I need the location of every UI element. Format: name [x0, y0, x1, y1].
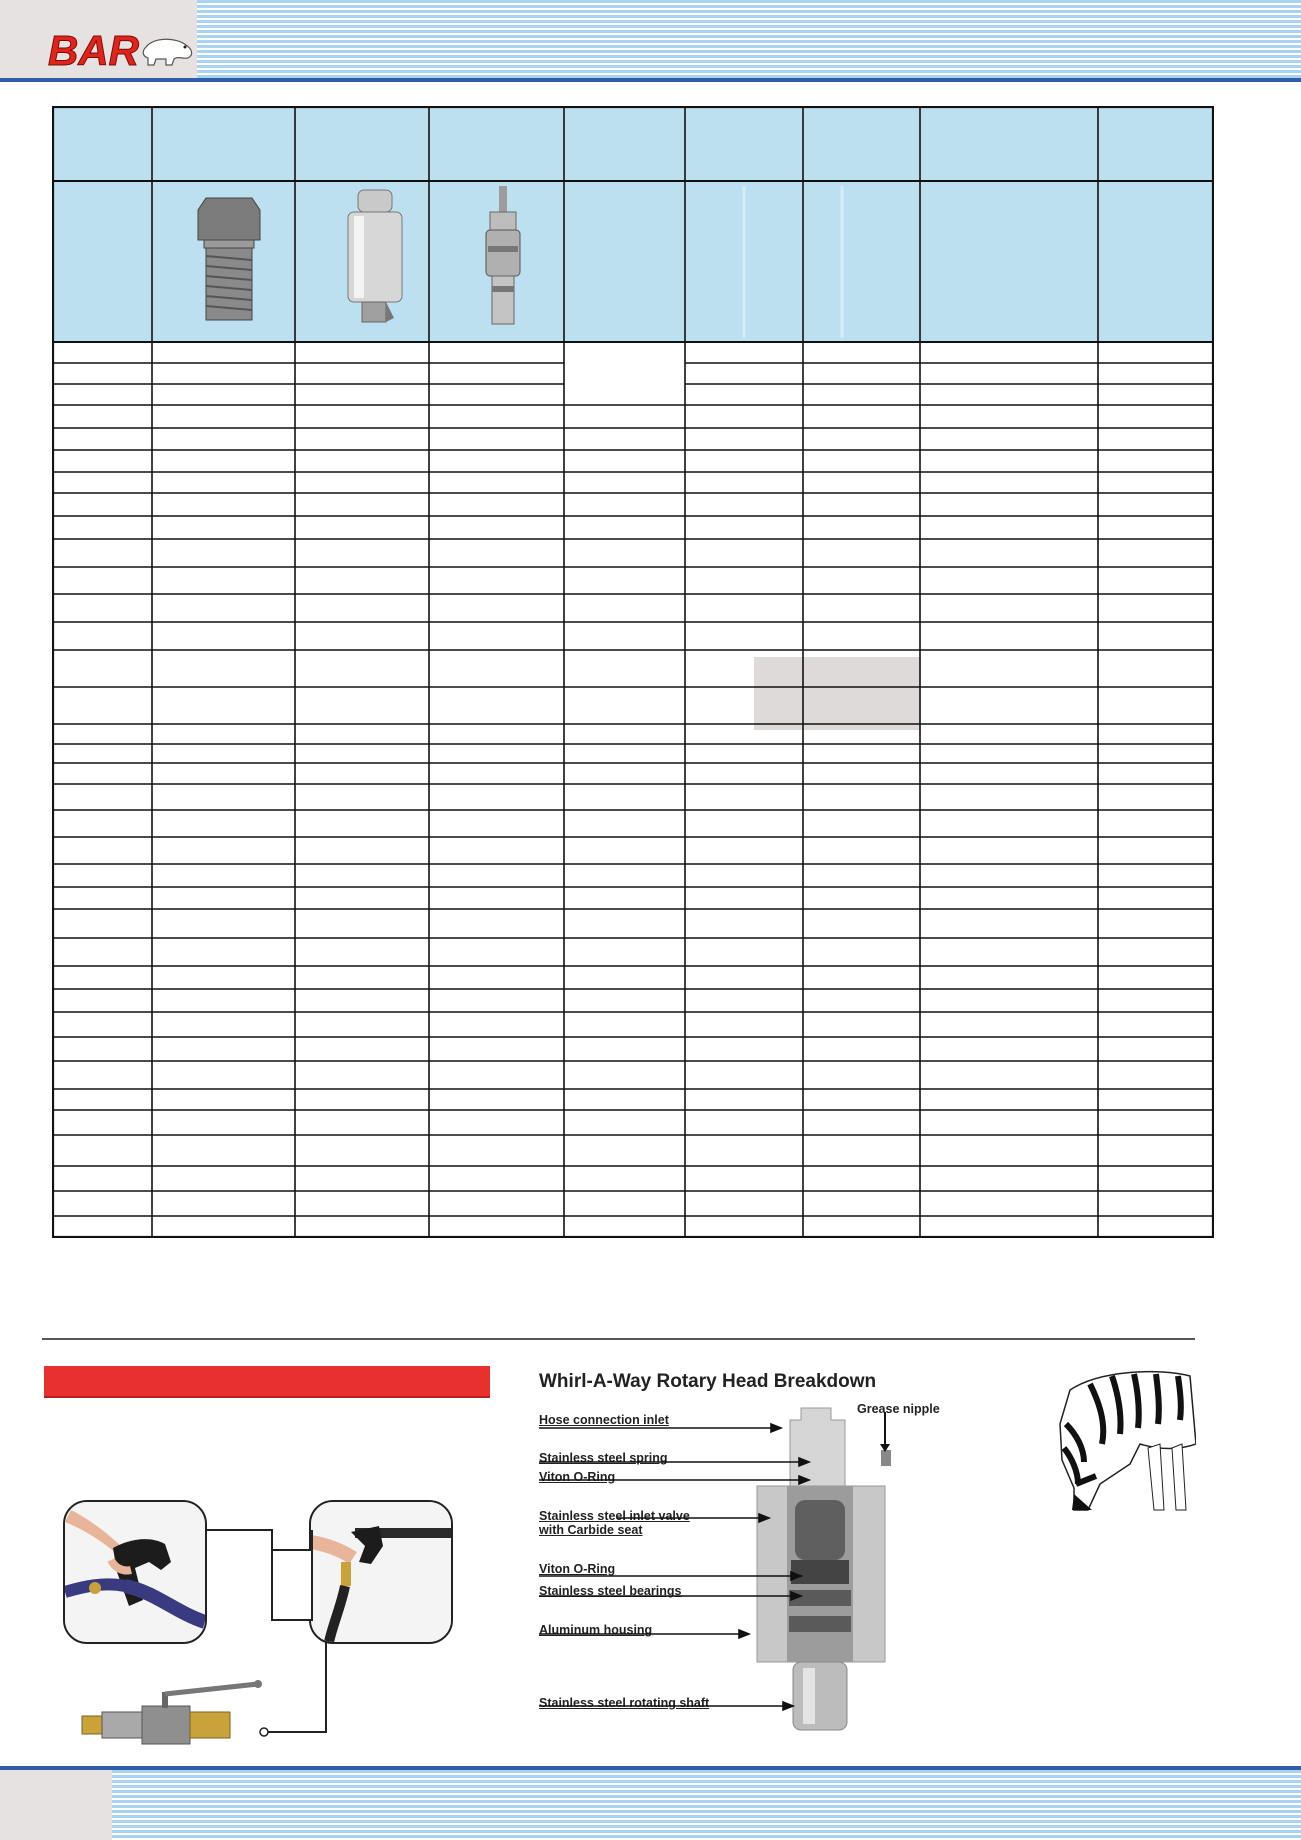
- part-label-spring: Stainless steel spring: [539, 1451, 668, 1465]
- part-label-carbide-seat: with Carbide seat: [539, 1523, 643, 1537]
- part-label-oring-2: Viton O-Ring: [539, 1562, 616, 1576]
- page-footer: [0, 1766, 1301, 1840]
- header-stripes: [197, 0, 1301, 80]
- section-divider: [42, 1338, 1195, 1340]
- header-rule: [0, 78, 1301, 82]
- footer-panel: [0, 1770, 112, 1840]
- footer-stripes: [112, 1770, 1301, 1840]
- zebra-image: [1040, 1364, 1196, 1514]
- part-label-rotating-shaft: Stainless steel rotating shaft: [539, 1696, 710, 1710]
- bar-logo-text: BAR: [48, 27, 139, 74]
- spec-table: [52, 106, 1214, 1238]
- part-label-oring-1: Viton O-Ring: [539, 1470, 616, 1484]
- part-label-inlet-valve: Stainless steel inlet valve: [539, 1509, 690, 1523]
- polar-bear-icon: [143, 39, 191, 65]
- page-header: [0, 0, 1301, 84]
- part-label-housing: Aluminum housing: [539, 1623, 653, 1637]
- bar-logo: [46, 25, 196, 75]
- spec-table-grid: [52, 106, 1214, 1238]
- part-label-hose-inlet: Hose connection inlet: [539, 1413, 669, 1427]
- accessories-banner: [44, 1366, 490, 1398]
- grease-nipple-label: Grease nipple: [857, 1402, 940, 1416]
- ball-valve-image: [82, 1680, 262, 1744]
- rotary-breakdown-title: Whirl-A-Way Rotary Head Breakdown: [539, 1371, 877, 1392]
- rotary-head-cutaway: [539, 1400, 919, 1740]
- part-label-bearings: Stainless steel bearings: [539, 1584, 682, 1598]
- standard-nozzle-image: [198, 198, 260, 320]
- table-callout: [754, 657, 920, 730]
- accessory-connector-diagram: [40, 1500, 460, 1760]
